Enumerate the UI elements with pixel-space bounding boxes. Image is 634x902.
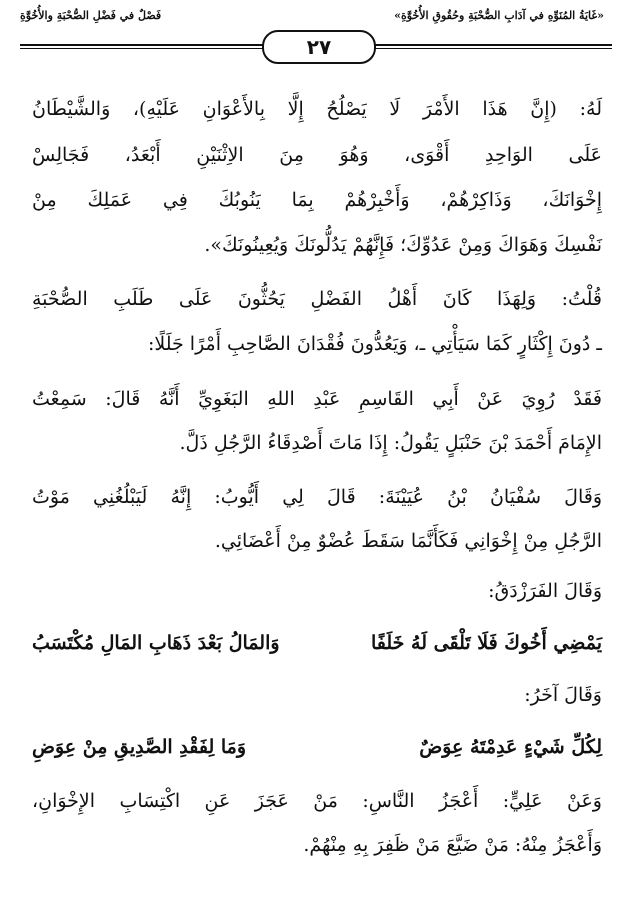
poem-verse — [32, 626, 602, 660]
text-line: إِخْوَانَكَ، وَذَاكِرْهُمْ، وَأَخْبِرْهُمْ بِمَا يَنُوبُكَ فِي عَمَلِكَ مِنْ — [32, 189, 602, 211]
verse-first-hemistich: يَمْضِي أَخُوكَ فَلَا تَلْقَى لَهُ خَلَفًا — [370, 632, 602, 654]
page-number: ٢٧ — [262, 30, 376, 64]
text-line: وَقَالَ آخَرُ: — [524, 684, 602, 706]
running-header-title: «غَايَةُ المُنَوِّهِ في آدَابِ الصُّحْبَةِ وحُقُوقِ الأُخُوَّةِ» — [394, 9, 604, 22]
verse-second-hemistich: وَمَا لِفَقْدِ الصَّدِيقِ مِنْ عِوَضِ — [32, 736, 247, 758]
text-line: ـ دُونَ إِكْثَارٍ كَمَا سَيَأْتِي ـ، وَيَعُدُّونَ فُقْدَانَ الصَّاحِبِ أَمْرًا جَلَلًا: — [147, 333, 602, 355]
verse-second-hemistich: وَالمَالُ بَعْدَ ذَهَابِ المَالِ مُكْتَسَبُ — [32, 632, 280, 654]
running-header-chapter: فَصْلٌ في فَضْلِ الصُّحْبَةِ والأُخُوَّةِ — [20, 9, 162, 22]
poem-verse — [32, 730, 602, 764]
verse-first-hemistich: لِكُلِّ شَيْءٍ عَدِمْتَهُ عِوَضٌ — [419, 736, 602, 758]
text-line: نَفْسِكَ وَهَوَاكَ وَمِنْ عَدُوِّكَ؛ فَإِنَّهُمْ يَدُلُّونَكَ وَيُعِينُونَكَ». — [204, 234, 602, 256]
text-line: وَأَعْجَزُ مِنْهُ: مَنْ ضَيَّعَ مَنْ ظَفِرَ بِهِ مِنْهُمْ. — [303, 834, 602, 856]
text-line: وَعَنْ عَلِيٍّ: أَعْجَزُ النَّاسِ: مَنْ عَجَزَ عَنِ اكْتِسَابِ الإِخْوَانِ، — [32, 790, 602, 812]
text-line: عَلَى الوَاحِدِ أَقْوَى، وَهُوَ مِنَ الاِثْنَيْنِ أَبْعَدُ، فَجَالِسْ — [32, 144, 602, 166]
text-line: لَهُ: (إِنَّ هَذَا الأَمْرَ لَا يَصْلُحُ إِلَّا بِالأَعْوَانِ عَلَيْهِ)، وَالشَّيْطَانُ — [32, 98, 602, 120]
text-line: وَقَالَ سُفْيَانُ بْنُ عُيَيْنَةَ: قَالَ لِي أَيُّوبُ: إِنَّهُ لَيَبْلُغُنِي مَوْتُ — [32, 486, 602, 508]
text-line: الرَّجُلِ مِنْ إِخْوَانِي فَكَأَنَّمَا سَقَطَ عُضْوٌ مِنْ أَعْضَائِي. — [214, 530, 602, 552]
text-line: فَقَدْ رُوِيَ عَنْ أَبِي القَاسِمِ عَبْدِ اللهِ البَغَوِيِّ أَنَّهُ قَالَ: سَمِعْتُ — [32, 388, 602, 410]
text-line: الإِمَامَ أَحْمَدَ بْنَ حَنْبَلٍ يَقُولُ: إِذَا مَاتَ أَصْدِقَاءُ الرَّجُلِ ذَلَّ. — [179, 432, 602, 454]
text-line: وَقَالَ الفَرَزْدَقُ: — [488, 580, 602, 602]
text-line: قُلْتُ: وَلِهَذَا كَانَ أَهْلُ الفَضْلِ يَحُثُّونَ عَلَى طَلَبِ الصُّحْبَةِ — [32, 288, 602, 310]
